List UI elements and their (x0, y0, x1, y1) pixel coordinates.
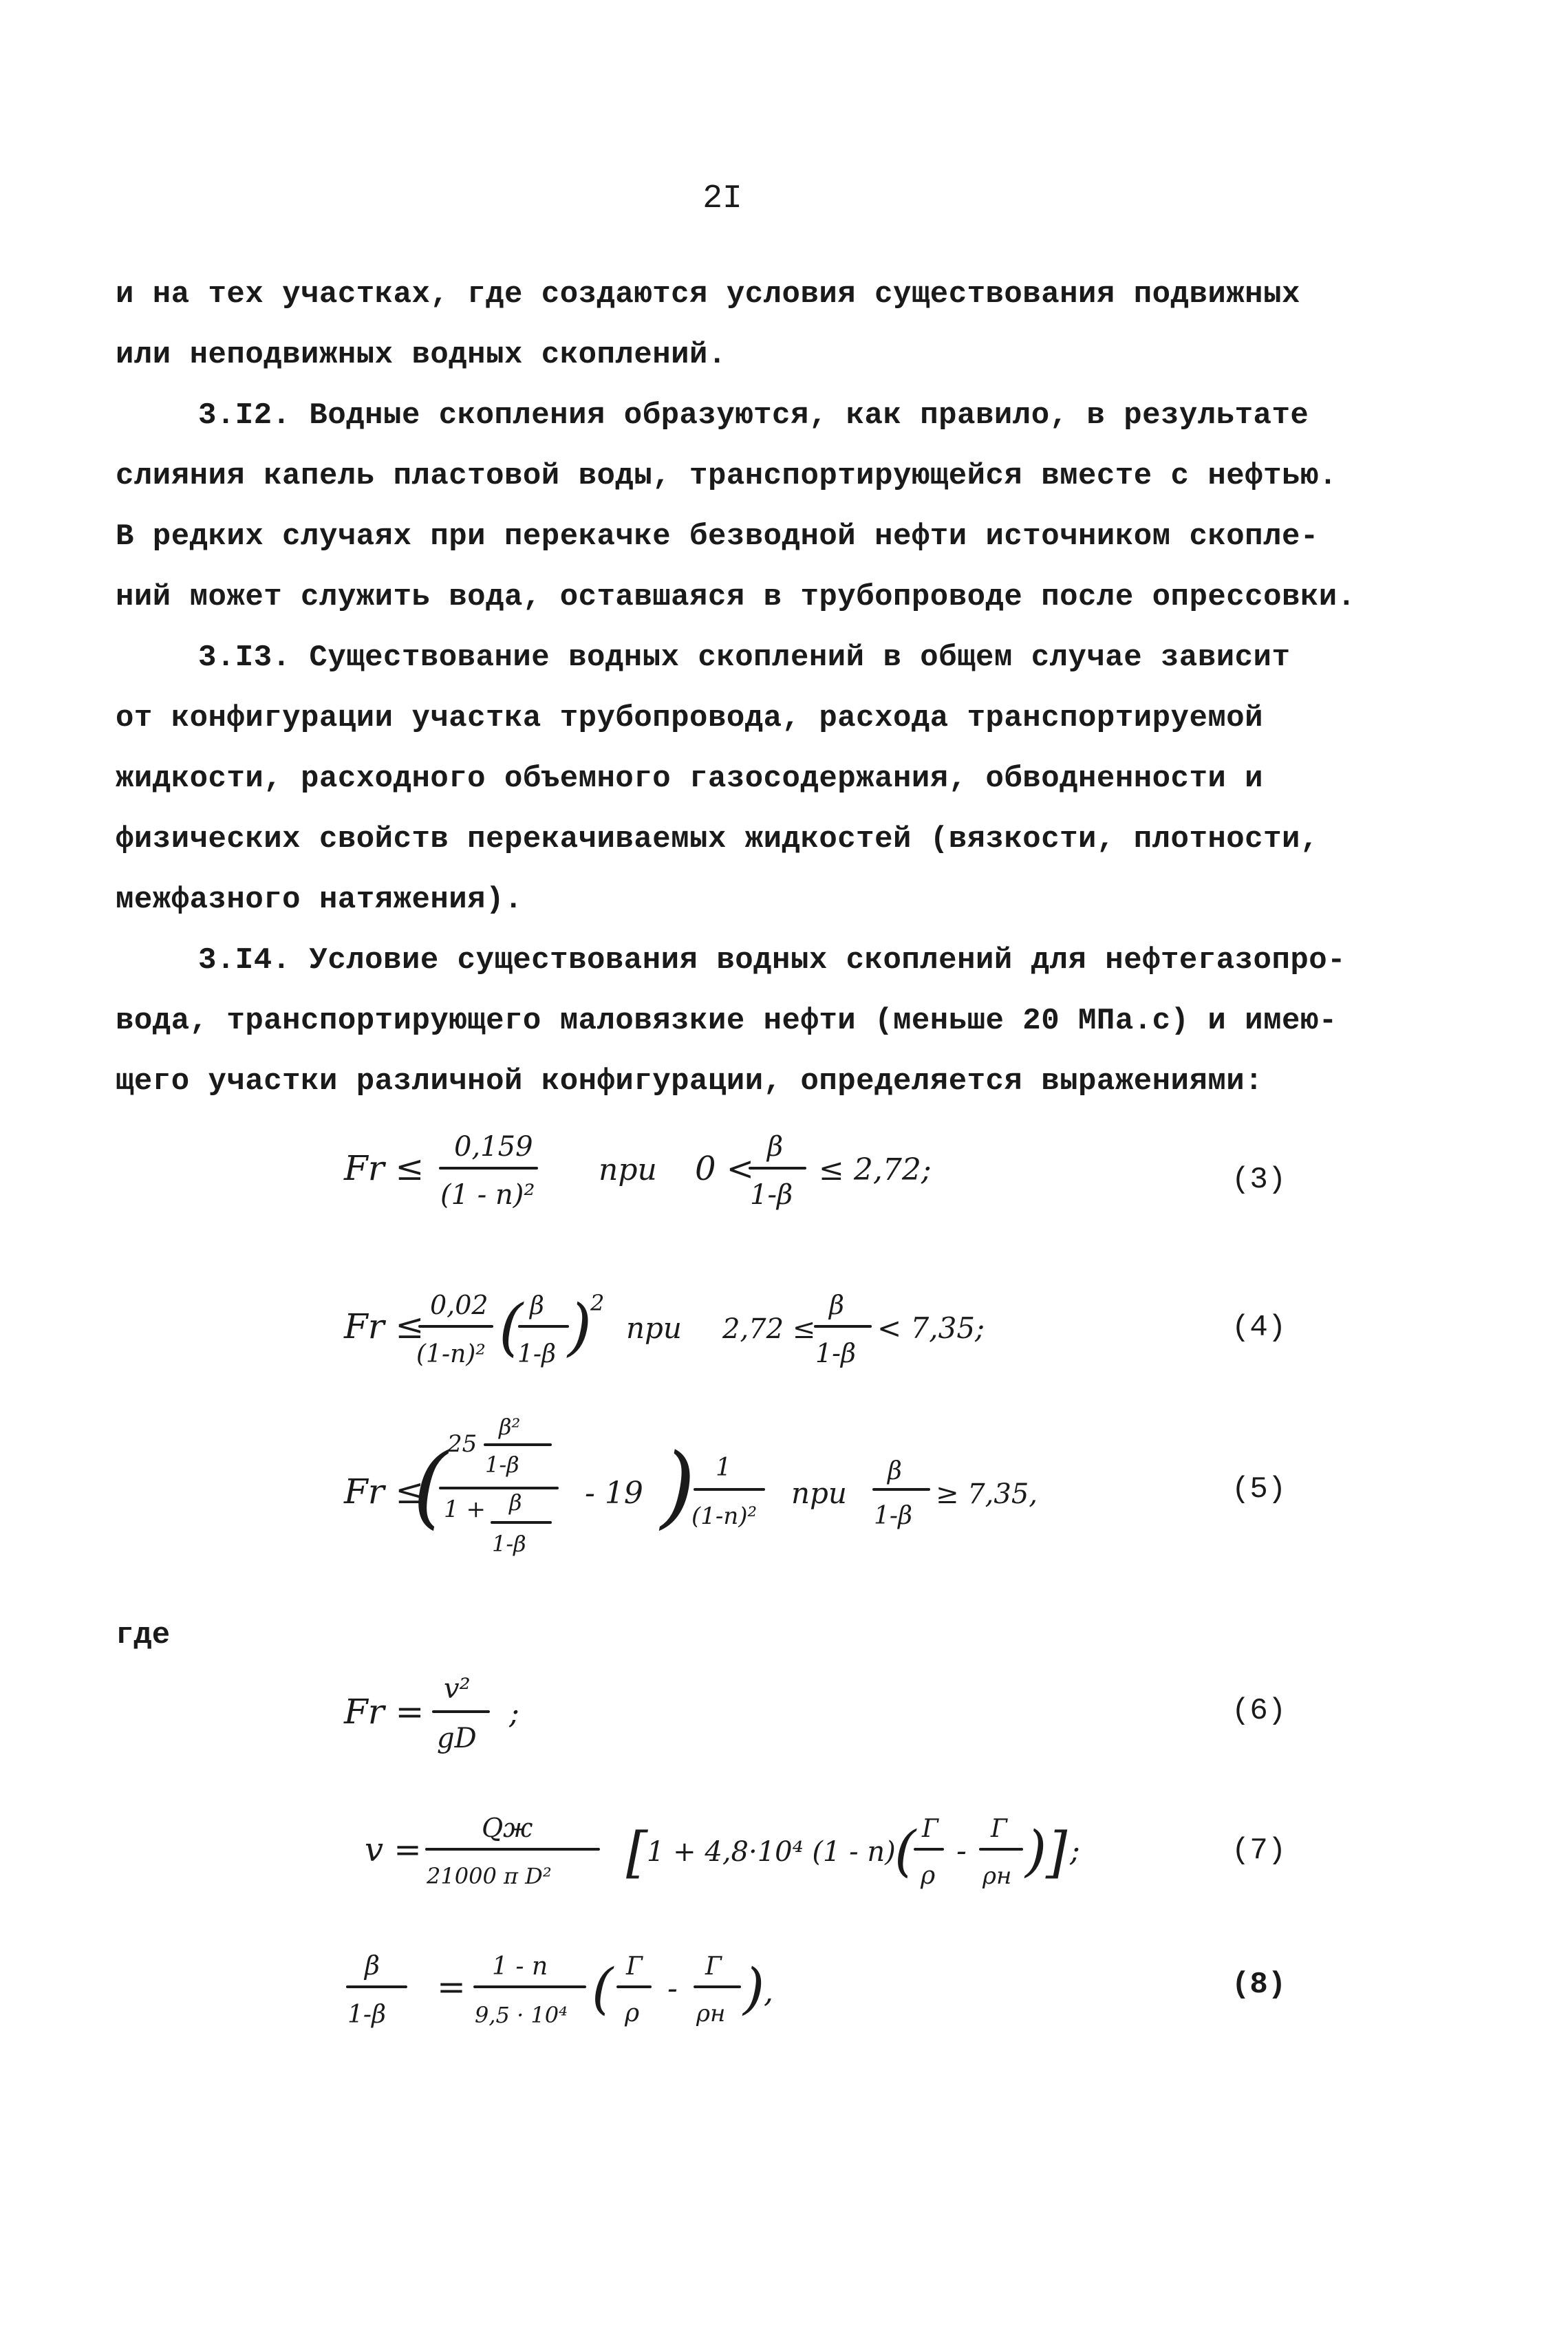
svg-text:Fr ≤: Fr ≤ (344, 1472, 425, 1511)
svg-text:;: ; (509, 1696, 519, 1731)
svg-text:9,5 · 10⁴: 9,5 · 10⁴ (475, 2002, 568, 2028)
svg-text:1-β: 1-β (750, 1179, 793, 1211)
svg-text:β: β (530, 1292, 544, 1320)
paren-left: ( (592, 1957, 614, 2021)
paragraph-intro (116, 264, 1354, 385)
where-label: где (116, 1618, 171, 1652)
svg-text:Г: Г (922, 1815, 938, 1843)
svg-text:v²: v² (444, 1673, 471, 1705)
svg-text:2: 2 (590, 1290, 605, 1316)
paragraph-3-14 (116, 930, 1354, 1112)
svg-text:0 <: 0 < (695, 1150, 755, 1188)
svg-text:,: , (764, 1974, 773, 2010)
svg-text:1-β: 1-β (517, 1340, 556, 1368)
svg-text:ρн: ρн (696, 2000, 726, 2027)
svg-text:β: β (829, 1290, 844, 1320)
text-line: или неподвижных водных скоплений. (116, 338, 727, 372)
formula-condition-word: при (599, 1152, 657, 1187)
text-line: и на тех участках, где создаются условия существования подвижных (116, 277, 1300, 312)
text-line: жидкости, расходного объемного газосодержания, обводненности и (116, 762, 1264, 796)
svg-text:1 +: 1 + (444, 1496, 486, 1523)
paren-left: ( (413, 1434, 448, 1538)
svg-text:ρн: ρн (982, 1862, 1012, 1890)
text-line: вода, транспортирующего маловязкие нефти (меньше 20 МПа.с) и имею- (116, 1004, 1338, 1038)
text-line: слияния капель пластовой воды, транспортирующейся вместе с нефтью. (116, 459, 1338, 493)
formula-number: (5) (1232, 1472, 1287, 1507)
svg-text:β: β (767, 1131, 784, 1163)
svg-text:1-β: 1-β (492, 1531, 526, 1557)
svg-text:β: β (365, 1950, 380, 1981)
svg-text:2,72 ≤: 2,72 ≤ (722, 1313, 816, 1345)
formula-8 (337, 1933, 1025, 2043)
svg-text:Г: Г (626, 1952, 643, 1981)
paragraph-3-13 (116, 627, 1354, 930)
formula-number: (4) (1232, 1311, 1287, 1345)
formula-number: (6) (1232, 1694, 1287, 1728)
svg-text:gD: gD (437, 1723, 477, 1754)
text-line: 3.I2. Водные скопления образуются, как правило, в результате (198, 398, 1309, 433)
paren-right: ) (661, 1434, 696, 1538)
svg-text:Г: Г (991, 1815, 1007, 1843)
formula-5 (337, 1414, 1038, 1579)
svg-text:1-β: 1-β (347, 2001, 386, 2029)
paren-right: ) (568, 1291, 592, 1364)
svg-text:1 + 4,8·10⁴ (1 - n): 1 + 4,8·10⁴ (1 - n) (647, 1836, 896, 1868)
svg-text:1: 1 (716, 1454, 731, 1482)
formula-3 (337, 1114, 1025, 1225)
svg-text:1 - n: 1 - n (492, 1952, 548, 1981)
text-line: В редких случаях при перекачке безводной нефти источником скопле- (116, 519, 1319, 554)
svg-text:21000 π D²: 21000 π D² (427, 1863, 552, 1889)
formula-6 (337, 1658, 1025, 1768)
text-line: ний может служить вода, оставшаяся в трубопроводе после опрессовки. (116, 580, 1356, 614)
text-line: физических свойств перекачиваемых жидкостей (вязкости, плотности, (116, 822, 1319, 857)
svg-text:-: - (956, 1833, 967, 1868)
svg-text:25: 25 (447, 1430, 477, 1458)
svg-text:(1-n)²: (1-n)² (691, 1503, 758, 1530)
text-line: 3.I4. Условие существования водных скоплений для нефтегазопро- (198, 943, 1346, 978)
text-line: от конфигурации участка трубопровода, расхода транспортируемой (116, 701, 1264, 735)
svg-text:1-β: 1-β (874, 1502, 912, 1530)
text-line: 3.I3. Существование водных скоплений в общем случае зависит (198, 640, 1291, 675)
svg-text:- 19: - 19 (585, 1476, 643, 1511)
svg-text:β: β (509, 1489, 522, 1516)
svg-text:при: при (791, 1476, 847, 1510)
page-number: 2I (702, 180, 742, 217)
paren-left: ( (499, 1291, 524, 1364)
formula-number: (3) (1232, 1163, 1287, 1197)
svg-text:v =: v = (365, 1831, 422, 1869)
svg-text:< 7,35;: < 7,35; (877, 1311, 985, 1345)
paren-right: ) (743, 1957, 765, 2021)
svg-text:≥ 7,35,: ≥ 7,35, (936, 1478, 1038, 1510)
svg-text:при: при (626, 1311, 682, 1345)
formula-4 (337, 1273, 1025, 1383)
text-line: щего участки различной конфигурации, определяется выражениями: (116, 1064, 1264, 1099)
svg-text:ρ: ρ (921, 1862, 936, 1890)
formula-number: (7) (1232, 1833, 1287, 1868)
bracket-right: ] (1046, 1820, 1068, 1884)
formula-7 (337, 1796, 1218, 1906)
formula-lhs: Fr ≤ (344, 1148, 425, 1188)
svg-text:Fr ≤: Fr ≤ (344, 1306, 425, 1346)
text-line: межфазного натяжения). (116, 883, 523, 917)
svg-text:ρ: ρ (625, 1999, 640, 2027)
svg-text:1-β: 1-β (485, 1452, 519, 1478)
formula-number: (8) (1232, 1968, 1287, 2002)
formula-numerator: 0,159 (454, 1131, 533, 1163)
svg-text:-: - (667, 1971, 678, 2006)
svg-text:0,02: 0,02 (430, 1290, 488, 1320)
svg-text:;: ; (1070, 1833, 1080, 1868)
formula-denominator: (1 - n)² (440, 1179, 535, 1211)
svg-text:β²: β² (499, 1414, 521, 1440)
paragraph-3-12 (116, 385, 1354, 627)
paren-right: ) (1025, 1819, 1047, 1883)
paren-left: ( (894, 1819, 916, 1883)
bracket-left: [ (626, 1820, 648, 1884)
svg-text:(1-n)²: (1-n)² (416, 1340, 486, 1368)
svg-text:=: = (437, 1967, 466, 2007)
svg-text:≤ 2,72;: ≤ 2,72; (819, 1152, 932, 1187)
svg-text:1-β: 1-β (815, 1338, 856, 1368)
svg-text:Г: Г (705, 1952, 722, 1981)
svg-text:β: β (888, 1457, 902, 1485)
svg-text:Fr =: Fr = (344, 1692, 425, 1732)
svg-text:Qж: Qж (482, 1813, 533, 1843)
